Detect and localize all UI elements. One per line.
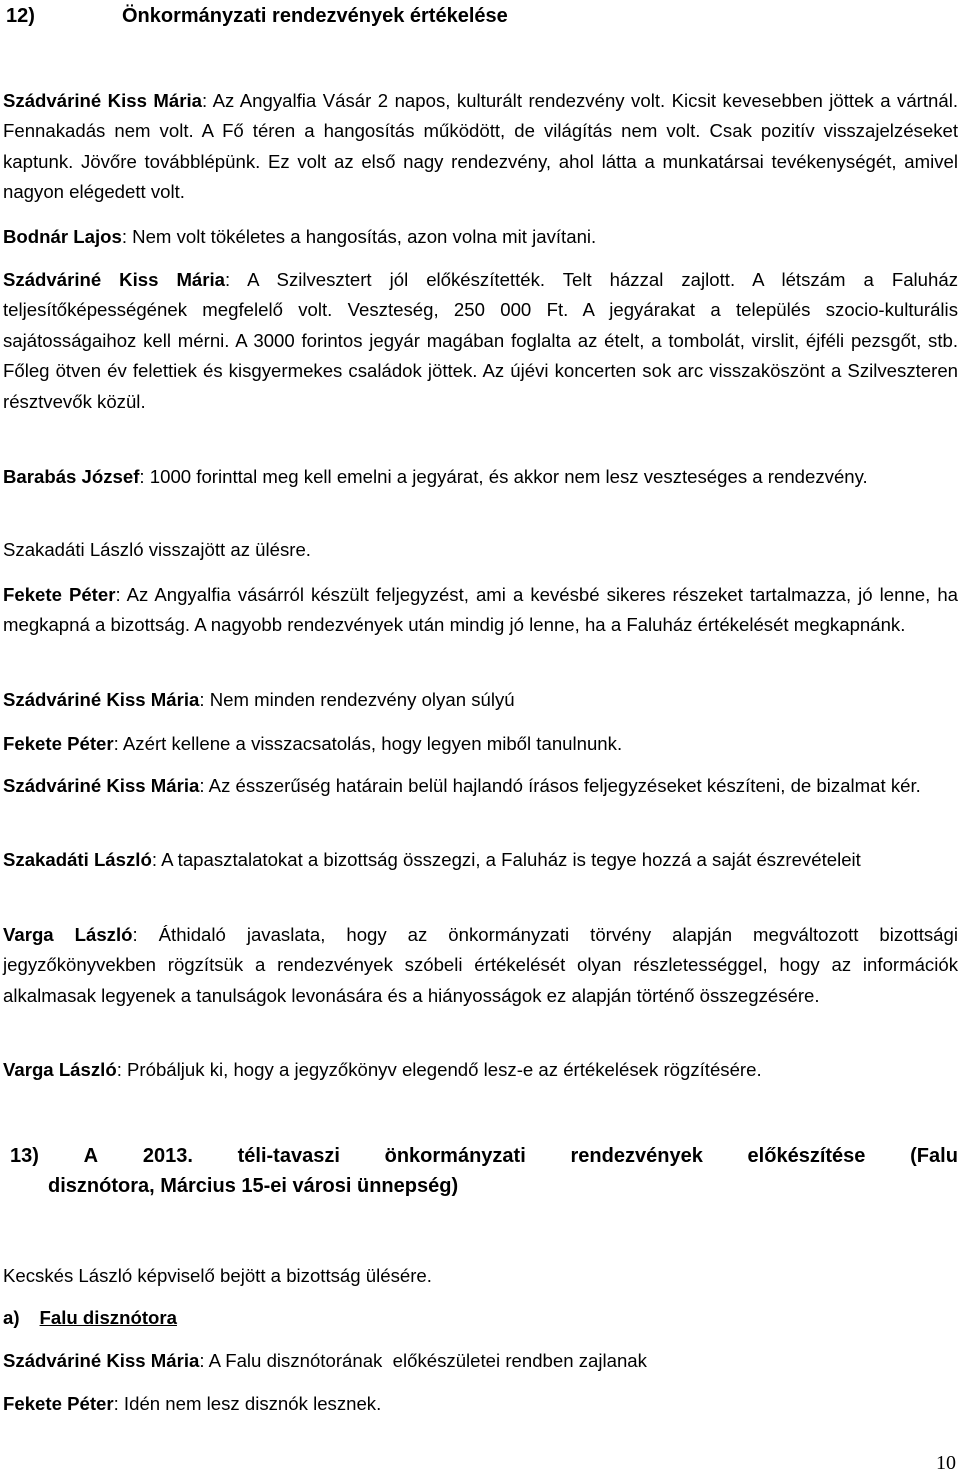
- speaker-name: Barabás József: [3, 466, 140, 487]
- paragraph-10: Szakadáti László: A tapasztalatokat a bizottság összegzi, a Faluház is tegye hozzá a saját észrevételeit: [3, 849, 861, 870]
- paragraph-4: Barabás József: 1000 forinttal meg kell emelni a jegyárat, és akkor nem lesz veszteséges a rendezvény.: [3, 466, 868, 487]
- paragraph-text: Próbáljuk ki, hogy a jegyzőkönyv elegendő lesz-e az értékelések rögzítésére.: [121, 1059, 762, 1080]
- paragraph-3: Szádváriné Kiss Mária: A Szilvesztert jól előkészítették. Telt házzal zajlott. A létszám a Faluház teljesítőképességének megfelelő volt. Veszteség, 250 000 Ft. A jegyárakat a település szocio-kulturális sajátosságaihoz kell mérni. A 3000 forintos jegyár magában foglalta az ételt, a tombolát, virslit, éjféli pezsgőt, stb. Főleg ötven év felettiek és kisgyermekes családok jöttek. Az újévi koncerten sok arc visszaköszönt a Szilveszteren résztvevők közül.: [3, 269, 958, 412]
- paragraph-1: Szádváriné Kiss Mária: Az Angyalfia Vásár 2 napos, kulturált rendezvény volt. Kicsit kevesebben jöttek a vártnál. Fennakadás nem volt. A Fő téren a hangosítás működött, de világítás nem volt. Csak pozitív visszajelzéseket kaptunk. Jövőre továbblépünk. Ez volt az első nagy rendezvény, ahol látta a munkatársai tevékenységét, amivel nagyon elégedett volt.: [3, 90, 958, 203]
- speaker-name: Fekete Péter: [3, 733, 114, 754]
- subsection-label: a): [3, 1307, 20, 1328]
- paragraph-text: 1000 forinttal meg kell emelni a jegyárat, és akkor nem lesz veszteséges a rendezvény.: [144, 466, 868, 487]
- paragraph-6: Fekete Péter: Az Angyalfia vásárról készült feljegyzést, ami a kevésbé sikeres részeket tartalmazza, jó lenne, ha megkapná a bizottság. A nagyobb rendezvények után mindig jó lenne, ha a Faluház értékelését megkapnánk.: [3, 584, 959, 636]
- paragraph-text: Nem volt tökéletes a hangosítás, azon volna mit javítani.: [126, 226, 597, 247]
- paragraph-5: [3, 535, 958, 565]
- paragraph-text: Áthidaló javaslata, hogy az önkormányzati törvény alapján megváltozott bizottsági jegyzőkönyvekben rögzítsük a rendezvények szóbeli értékelését olyan részletességgel, hogy az információk alkalmasak legyenek a tanulságok levonására és a hiányosságok ez alapján történő összegzésére.: [3, 924, 958, 1006]
- section-13-heading: [10, 1142, 958, 1201]
- section-number: 13): [10, 1145, 39, 1167]
- section-13-heading-line-2: disznótora, Március 15-ei városi ünnepség): [48, 1174, 459, 1197]
- speaker-name: Szádváriné Kiss Mária: [3, 689, 200, 710]
- paragraph-text: A Falu disznótorának előkészületei rendben zajlanak: [204, 1350, 647, 1371]
- speaker-name: Fekete Péter: [3, 584, 116, 605]
- speaker-name: Bodnár Lajos: [3, 226, 122, 247]
- paragraph-14: Fekete Péter: Idén nem lesz disznók lesznek.: [3, 1393, 382, 1414]
- paragraph-text: Azért kellene a visszacsatolás, hogy legyen miből tanulnunk.: [118, 733, 623, 754]
- subsection-title: Falu disznótora: [39, 1307, 177, 1328]
- paragraph-12: Varga László: Próbáljuk ki, hogy a jegyzőkönyv elegendő lesz-e az értékelések rögzítésére.: [3, 1059, 762, 1080]
- section-number: 12): [6, 5, 35, 27]
- speaker-name: Szádváriné Kiss Mária: [3, 269, 226, 290]
- paragraph-text: A Szilvesztert jól előkészítették. Telt házzal zajlott. A létszám a Faluház teljesítőképességének megfelelő volt. Veszteség, 250 000 Ft. A jegyárakat a település szocio-kulturális sajátosságaihoz kell mérni. A 3000 forintos jegyár magában foglalta az ételt, a tombolát, virslit, éjféli pezsgőt, stb. Főleg ötven év felettiek és kisgyermekes családok jöttek. Az újévi koncerten sok arc visszaköszönt a Szilveszteren résztvevők közül.: [3, 269, 958, 412]
- paragraph-11: Varga László: Áthidaló javaslata, hogy az önkormányzati törvény alapján megváltozott bizottsági jegyzőkönyvekben rögzítsük a rendezvények szóbeli értékelését olyan részletességgel, hogy az információk alkalmasak legyenek a tanulságok levonására és a hiányosságok ez alapján történő összegzésére.: [3, 924, 958, 1006]
- paragraph-text: Az ésszerűség határain belül hajlandó írásos feljegyzéseket készíteni, de bizalmat kér.: [204, 775, 921, 796]
- paragraph-13: Szádváriné Kiss Mária: A Falu disznótorának előkészületei rendben zajlanak: [3, 1350, 647, 1371]
- speaker-name: Varga László: [3, 924, 133, 945]
- section-13-heading-line-1: 13) A 2013. téli-tavaszi önkormányzati rendezvények előkészítése (Falu: [10, 1142, 958, 1172]
- section-title: Önkormányzati rendezvények értékelése: [122, 5, 508, 27]
- paragraph-8: Fekete Péter: Azért kellene a visszacsatolás, hogy legyen miből tanulnunk.: [3, 733, 623, 754]
- speaker-name: Szakadáti László: [3, 849, 152, 870]
- speaker-name: Szádváriné Kiss Mária: [3, 90, 202, 111]
- paragraph-text: Az Angyalfia Vásár 2 napos, kulturált rendezvény volt. Kicsit kevesebben jöttek a vártnál. Fennakadás nem volt. A Fő téren a hangosítás működött, de világítás nem volt. Csak pozitív visszajelzéseket kaptunk. Jövőre továbblépünk. Ez volt az első nagy rendezvény, ahol látta a munkatársai tevékenységét, amivel nagyon elégedett volt.: [3, 90, 958, 203]
- speaker-name: Szádváriné Kiss Mária: [3, 1350, 200, 1371]
- paragraph-intro: [3, 1261, 958, 1291]
- paragraph-text: A tapasztalatokat a bizottság összegzi, a Faluház is tegye hozzá a saját észrevételeit: [156, 849, 861, 870]
- speaker-name: Fekete Péter: [3, 1393, 114, 1414]
- paragraph-text: Az Angyalfia vásárról készült feljegyzést, ami a kevésbé sikeres részeket tartalmazza, jó lenne, ha megkapná a bizottság. A nagyobb rendezvények után mindig jó lenne, ha a Faluház értékelését megkapnánk.: [3, 584, 959, 636]
- paragraph-text: Idén nem lesz disznók lesznek.: [118, 1393, 382, 1414]
- subsection-a-heading: [3, 1303, 177, 1333]
- paragraph-text: Nem minden rendezvény olyan súlyú: [204, 689, 515, 710]
- paragraph-7: Szádváriné Kiss Mária: Nem minden rendezvény olyan súlyú: [3, 689, 515, 710]
- paragraph-text: Kecskés László képviselő bejött a bizottság ülésére.: [3, 1265, 432, 1286]
- paragraph-9: Szádváriné Kiss Mária: Az ésszerűség határain belül hajlandó írásos feljegyzéseket készíteni, de bizalmat kér.: [3, 775, 921, 796]
- paragraph-text: Szakadáti László visszajött az ülésre.: [3, 539, 311, 560]
- paragraph-2: Bodnár Lajos: Nem volt tökéletes a hangosítás, azon volna mit javítani.: [3, 226, 597, 247]
- section-12-heading: [6, 4, 508, 28]
- speaker-name: Szádváriné Kiss Mária: [3, 775, 200, 796]
- speaker-name: Varga László: [3, 1059, 117, 1080]
- page-number: 10: [936, 1452, 956, 1474]
